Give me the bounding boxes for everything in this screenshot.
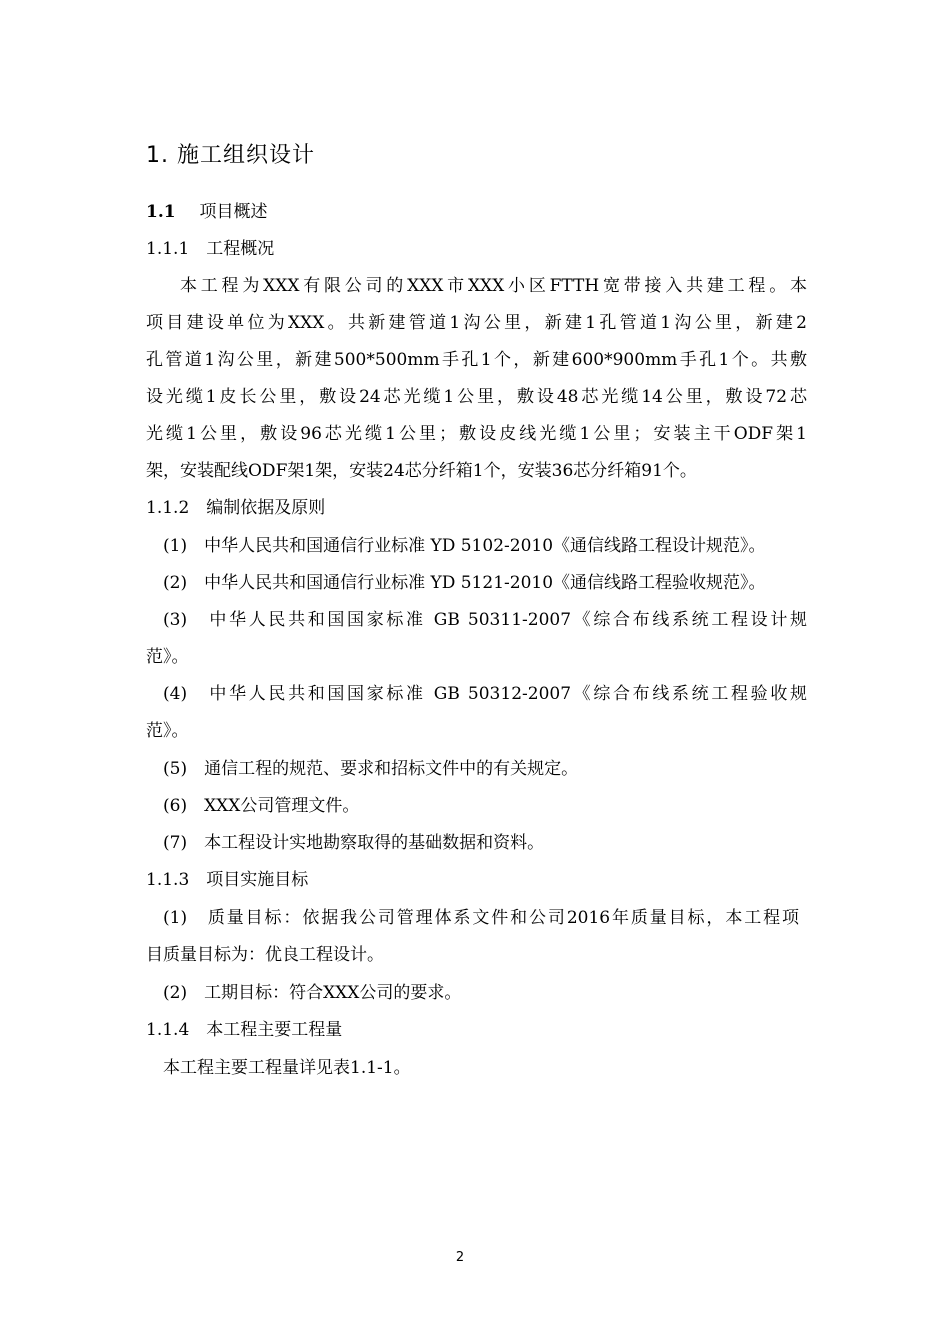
paragraph-line: 项目建设单位为XXX。共新建管道1沟公里，新建1孔管道1沟公里，新建2	[146, 313, 807, 333]
paragraph-line: 架，安装配线ODF架1架，安装24芯分纤箱1个，安装36芯分纤箱91个。	[146, 461, 697, 481]
list-item-continuation: 范》。	[146, 647, 189, 667]
section-number: 1.1	[146, 202, 176, 222]
paragraph-line: 孔管道1沟公里，新建500*500mm手孔1个，新建600*900mm手孔1个。共敷	[146, 350, 807, 370]
section-1-1-heading	[146, 200, 268, 224]
list-item: (1) 质量目标：依据我公司管理体系文件和公司2016年质量目标，本工程项	[163, 908, 799, 928]
paragraph-line: 光缆1公里，敷设96芯光缆1公里；敷设皮线光缆1公里；安装主干ODF架1	[146, 424, 807, 444]
paragraph-line: 本工程为XXX有限公司的XXX市XXX小区FTTH宽带接入共建工程。本	[180, 276, 807, 296]
subsection-1-1-1-heading: 1.1.1 工程概况	[146, 239, 275, 259]
list-item: (2) 工期目标：符合XXX公司的要求。	[163, 983, 462, 1003]
subsection-1-1-4-heading: 1.1.4 本工程主要工程量	[146, 1020, 343, 1040]
list-item: (2) 中华人民共和国通信行业标准 YD 5121-2010《通信线路工程验收规范》。	[163, 573, 766, 593]
list-item: (1) 中华人民共和国通信行业标准 YD 5102-2010《通信线路工程设计规范》。	[163, 536, 766, 556]
list-item: (3) 中华人民共和国国家标准 GB 50311-2007《综合布线系统工程设计规	[163, 610, 807, 630]
list-item-continuation: 范》。	[146, 721, 189, 741]
paragraph-line: 设光缆1皮长公里，敷设24芯光缆1公里，敷设48芯光缆14公里，敷设72芯	[146, 387, 807, 407]
list-item: (5) 通信工程的规范、要求和招标文件中的有关规定。	[163, 759, 579, 779]
list-item: (6) XXX公司管理文件。	[163, 796, 360, 816]
list-item: (4) 中华人民共和国国家标准 GB 50312-2007《综合布线系统工程验收规	[163, 684, 807, 704]
page-title: 1. 施工组织设计	[146, 143, 315, 168]
list-item: (7) 本工程设计实地勘察取得的基础数据和资料。	[163, 833, 545, 853]
subsection-1-1-3-heading: 1.1.3 项目实施目标	[146, 870, 309, 890]
subsection-1-1-2-heading: 1.1.2 编制依据及原则	[146, 498, 326, 518]
page-number: 2	[455, 1250, 465, 1265]
paragraph-line: 本工程主要工程量详见表1.1-1。	[163, 1058, 411, 1078]
section-title: 项目概述	[199, 202, 268, 222]
list-item-continuation: 目质量目标为：优良工程设计。	[146, 945, 384, 965]
